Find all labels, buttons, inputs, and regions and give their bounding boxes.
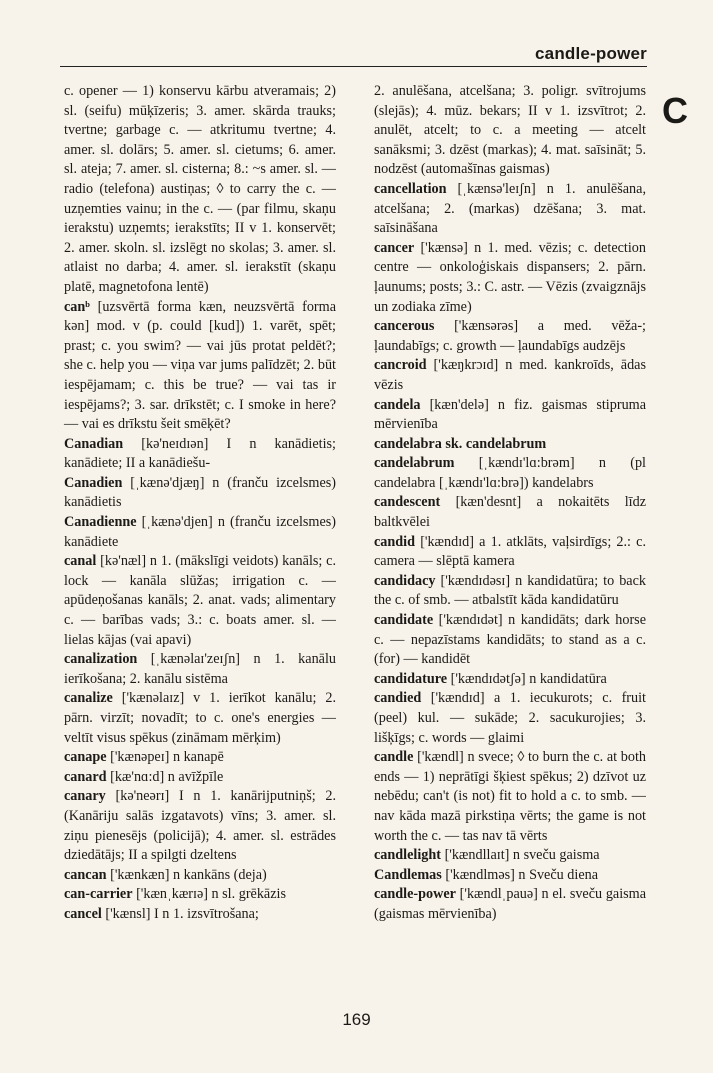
entry-headword: canalize: [64, 690, 113, 707]
dictionary-entry: [374, 533, 646, 572]
entry-headword: canary: [64, 788, 106, 805]
dictionary-entry: [374, 885, 646, 924]
entry-headword: canape: [64, 749, 107, 766]
dictionary-entry: [64, 787, 336, 865]
entry-headword: cancellation: [374, 180, 447, 197]
dictionary-entry: [374, 180, 646, 239]
dictionary-entry: [64, 513, 336, 552]
entry-headword: candidacy: [374, 572, 436, 589]
entry-text: ['kænkæn] n kankāns (deja): [110, 866, 267, 883]
entry-headword: candelabra: [374, 435, 442, 452]
entry-text: 2. anulēšana, atcelšana; 3. poligr. svītrojums (slejās); 4. mūz. bekars; II v 1. izsvītrot; 2. anulēt, atcelt; to c. a meeting — atcelt sanāksmi; 3. dzēst (markas); 4. mat. saīsināt; 5. nodzēst (automašīnas gaismas): [374, 83, 646, 178]
entry-headword: cancel: [64, 905, 102, 922]
entry-text: ['kænsə] n 1. med. vēzis; c. detection centre — onkoloģiskais dispansers; 2. pārn. ļaunums; posts; 3.: C. astr. — Vēzis (zvaigznājs un zodiaka zīme): [374, 239, 646, 315]
entry-text: ['kændllaɪt] n sveču gaisma: [444, 847, 600, 864]
dictionary-entry: [64, 82, 336, 298]
entry-text: ['kændɪd] a 1. iecukurots; c. fruit (peel) kul. — sukāde; 2. sacukurojies; 3. lišķīgs; c. words — glaimi: [374, 690, 646, 746]
page-header: [60, 44, 647, 66]
left-column: [64, 82, 336, 925]
entry-headword: Canadienne: [64, 514, 137, 531]
entry-headword: candidate: [374, 612, 434, 629]
dictionary-entry: [374, 82, 646, 180]
entry-text: [kə'neərɪ] I n 1. kanārijputniņš; 2. (Kanāriju salās izgatavots) vīns; 3. amer. sl. ziņu pienesējs (policijā); 4. amer. sl. estrādes dziedātājs; II a spilgti dzeltens: [64, 788, 337, 864]
dictionary-entry: [374, 689, 646, 748]
entry-headword: canard: [64, 768, 107, 785]
entry-text: ['kændl] n svece; ◊ to burn the c. at both ends — 1) neprātīgi šķiest spēkus; 2) dzīvot uz nebēdu; can't (is not) fit to hold a c. to smb. — nav kāda mazā pirkstiņa vērts; the game is not worth the c. — tas nav tā vērts: [374, 749, 646, 844]
dictionary-entry: [64, 905, 336, 925]
entry-headword: canᵇ: [64, 298, 90, 315]
dictionary-entry: [64, 689, 336, 748]
dictionary-entry: [374, 396, 646, 435]
entry-text: [kə'neɪdɪən] I n kanādietis; kanādiete; II a kanādiešu-: [64, 435, 337, 472]
dictionary-entry: [64, 650, 336, 689]
running-head: candle-power: [535, 44, 647, 63]
entry-text: [ˌkænəlaɪ'zeɪʃn] n 1. kanālu ierīkošana; 2. kanālu sistēma: [64, 651, 337, 687]
entry-headword: cancer: [374, 239, 415, 256]
entry-headword: candelabrum: [374, 455, 455, 472]
dictionary-entry: [64, 748, 336, 768]
thumb-index-letter: C: [662, 90, 688, 131]
dictionary-entry: [64, 298, 336, 435]
dictionary-entry: [64, 885, 336, 905]
entry-text: c. opener — 1) konservu kārbu atveramais; 2) sl. (seifu) mūķīzeris; 3. amer. skārda trauks; tvertne; garbage c. — atkritumu tvertne; 4. amer. sl. dolārs; 5. amer. sl. cietums; 6. amer. sl. ateja; 7. amer. sl. cisterna; 8.: ~s amer. sl. — radio (telefona) austiņas; ◊ to carry the c. — uzņemties vainu; in the c. — (par filmu, skaņu ierakstu) uzņemts; ierakstīts; II v 1. konservēt; 2. amer. skoln. sl. izslēgt no skolas; 3. amer. sl. atlaist no darba; 4. amer. sl. ierakstīt (skaņu platē, magnetofona lentē): [64, 83, 336, 295]
dictionary-entry: [64, 435, 336, 474]
entry-headword: canal: [64, 553, 97, 570]
dictionary-entry: [374, 572, 646, 611]
entry-headword: cancan: [64, 866, 107, 883]
entry-headword: candle: [374, 749, 414, 766]
dictionary-entry: [374, 611, 646, 670]
entry-text: ['kændɪdətʃə] n kandidatūra: [450, 670, 607, 687]
entry-headword: Candlemas: [374, 866, 442, 883]
entry-headword: canalization: [64, 651, 138, 668]
entry-text: sk. candelabrum: [445, 435, 547, 452]
entry-text: ['kænsl] I n 1. izsvītrošana;: [105, 905, 259, 922]
entry-headword: candela: [374, 396, 421, 413]
entry-headword: candle-power: [374, 886, 456, 903]
dictionary-entry: [374, 239, 646, 317]
dictionary-entry: [374, 454, 646, 493]
entry-headword: Canadien: [64, 474, 123, 491]
entry-headword: candlelight: [374, 847, 442, 864]
dictionary-entry: [374, 866, 646, 886]
entry-headword: cancroid: [374, 357, 427, 374]
entry-headword: Canadian: [64, 435, 124, 452]
entry-text: ['kændlˌpauə] n el. sveču gaisma (gaismas mērvienība): [374, 886, 647, 922]
entry-text: ['kænəlaɪz] v 1. ierīkot kanālu; 2. pārn. virzīt; novadīt; to c. one's energies — veltīt visus spēkus (zināmam mērķim): [64, 690, 336, 746]
dictionary-entry: [64, 474, 336, 513]
entry-headword: can-carrier: [64, 886, 133, 903]
entry-text: ['kændɪd] a 1. atklāts, vaļsirdīgs; 2.: c. camera — slēptā kamera: [374, 533, 647, 570]
entry-text: ['kænsərəs] a med. vēža-; ļaundabīgs; c. growth — ļaundabīgs audzējs: [374, 318, 646, 354]
entry-text: [kæn'delə] n fiz. gaismas stipruma mērvienība: [374, 396, 646, 433]
entry-text: [kə'næl] n 1. (mākslīgi veidots) kanāls; c. lock — kanāla slūžas; irrigation c. — apūdeņošanas kanāls; 2. anat. vads; alimentary c. — barības vads; 3.: c. boats amer. sl. — lielas kājas (vai apavi): [64, 553, 337, 648]
entry-text: ['kænəpeɪ] n kanapē: [110, 749, 224, 766]
entry-headword: candid: [374, 533, 416, 550]
dictionary-entry: [374, 356, 646, 395]
dictionary-entry: [374, 846, 646, 866]
dictionary-entry: [374, 317, 646, 356]
entry-text: ['kændlməs] n Sveču diena: [445, 866, 599, 883]
right-column: [374, 82, 646, 925]
entry-text: [kæn'desnt] a nokaitēts līdz baltkvēlei: [374, 494, 647, 531]
entry-headword: candied: [374, 690, 422, 707]
entry-headword: candidature: [374, 670, 448, 687]
entry-text: [ˌkænsə'leɪʃn] n 1. anulēšana, atcelšana; 2. (markas) dzēšana; 3. mat. saīsināšana: [374, 180, 646, 237]
header-rule: [60, 66, 647, 67]
entry-text: [ˌkændɪ'lɑ:brəm] n (pl candelabra [ˌkændɪ'lɑ:brə]) kandelabrs: [374, 455, 646, 491]
dictionary-entry: [374, 435, 646, 455]
entry-text: ['kæŋkrɔɪd] n med. kankroīds, ādas vēzis: [374, 357, 647, 393]
dictionary-entry: [64, 768, 336, 788]
dictionary-entry: [374, 670, 646, 690]
dictionary-entry: [64, 552, 336, 650]
entry-headword: candescent: [374, 494, 441, 511]
dictionary-entry: [64, 866, 336, 886]
entry-text: ['kændɪdət] n kandidāts; dark horse c. — nepazīstams kandidāts; to stand as a c. (for) — kandidēt: [374, 612, 646, 668]
entry-text: [ˌkænə'djen] n (franču izcelsmes) kanādiete: [64, 514, 336, 550]
entry-text: [uzsvērtā forma kæn, neuzsvērtā forma kən] mod. v (p. could [kud]) 1. varēt, spēt; prast; c. you swim? — vai jūs protat peldēt?; she c. help you — viņa var jums palīdzēt; 2. būt iespējamam; c. this be true? — vai tas ir iespējams?; 3. sar. drīkstēt; c. I smoke in here? — vai es drīkstu šeit smēķēt?: [64, 298, 336, 433]
entry-text: [kæ'nɑ:d] n avīžpīle: [110, 768, 224, 785]
entry-text: [ˌkænə'djæŋ] n (franču izcelsmes) kanādietis: [64, 474, 336, 511]
entry-text: ['kændɪdəsɪ] n kandidatūra; to back the c. of smb. — atbalstīt kāda kandidatūru: [374, 572, 646, 609]
dictionary-entry: [374, 748, 646, 846]
entry-headword: cancerous: [374, 318, 435, 335]
dictionary-entry: [374, 493, 646, 532]
entry-text: ['kænˌkærɪə] n sl. grēkāzis: [136, 886, 286, 903]
page-number: 169: [342, 1010, 371, 1029]
